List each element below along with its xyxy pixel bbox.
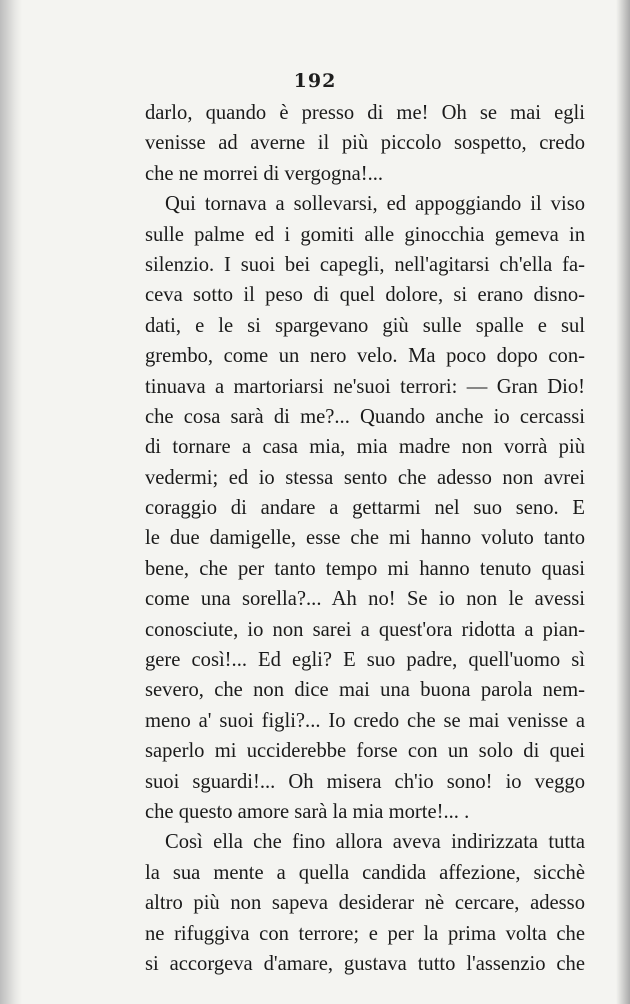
text-line: tinuava a martoriarsi ne'suoi terrori: — Gran Dio!: [145, 375, 585, 398]
text-line: si accorgeva d'amare, gustava tutto l'assenzio che: [145, 952, 585, 975]
page-edge-shadow: [616, 0, 630, 1004]
text-line: bene, che per tanto tempo mi hanno tenuto quasi: [145, 557, 585, 580]
text-line: darlo, quando è presso di me! Oh se mai egli: [145, 102, 585, 124]
text-line: ne rifuggiva con terrore; e per la prima volta che: [145, 922, 585, 945]
page-number: 192: [293, 70, 337, 92]
text-line: suoi sguardi!... Oh misera ch'io sono! io veggo: [145, 770, 585, 793]
text-line: che ne morrei di vergogna!...: [145, 162, 384, 185]
text-line: sulle palme ed i gomiti alle ginocchia gemeva in: [145, 223, 585, 246]
text-line: Così ella che fino allora aveva indirizzata tutta: [165, 831, 585, 854]
text-line: la sua mente a quella candida affezione, sicchè: [145, 861, 585, 884]
text-line: altro più non sapeva desiderar nè cercare, adesso: [145, 892, 585, 915]
text-line: di tornare a casa mia, mia madre non vorrà più: [145, 436, 585, 459]
text-line: saperlo mi ucciderebbe forse con un solo di quei: [145, 740, 585, 763]
text-line: silenzio. I suoi bei capegli, nell'agitarsi ch'ella fa-: [145, 253, 585, 276]
page-gutter-shadow: [0, 0, 22, 1004]
text-line: dati, e le si spargevano giù sulle spalle e sul: [145, 314, 585, 337]
text-line: grembo, come un nero velo. Ma poco dopo con-: [145, 345, 585, 368]
text-line: severo, che non dice mai una buona parola nem-: [145, 679, 585, 702]
text-line: Qui tornava a sollevarsi, ed appoggiando il viso: [165, 193, 585, 216]
text-line: le due damigelle, esse che mi hanno voluto tanto: [145, 527, 585, 550]
text-line: meno a' suoi figli?... Io credo che se mai venisse a: [145, 709, 585, 732]
text-line: ceva sotto il peso di quel dolore, si erano disno-: [145, 284, 585, 307]
text-line: gere così!... Ed egli? E suo padre, quell'uomo sì: [145, 649, 585, 672]
body-text: [145, 98, 585, 979]
text-line: coraggio di andare a gettarmi nel suo seno. E: [145, 497, 585, 520]
text-line: venisse ad averne il più piccolo sospetto, credo: [145, 132, 585, 155]
text-line: che questo amore sarà la mia morte!... .: [145, 800, 470, 823]
text-line: come una sorella?... Ah no! Se io non le avessi: [145, 588, 585, 611]
text-line: che cosa sarà di me?... Quando anche io cercassi: [145, 405, 585, 428]
text-line: vedermi; ed io stessa sento che adesso non avrei: [145, 466, 585, 489]
text-line: conosciute, io non sarei a quest'ora ridotta a pian-: [145, 618, 585, 641]
